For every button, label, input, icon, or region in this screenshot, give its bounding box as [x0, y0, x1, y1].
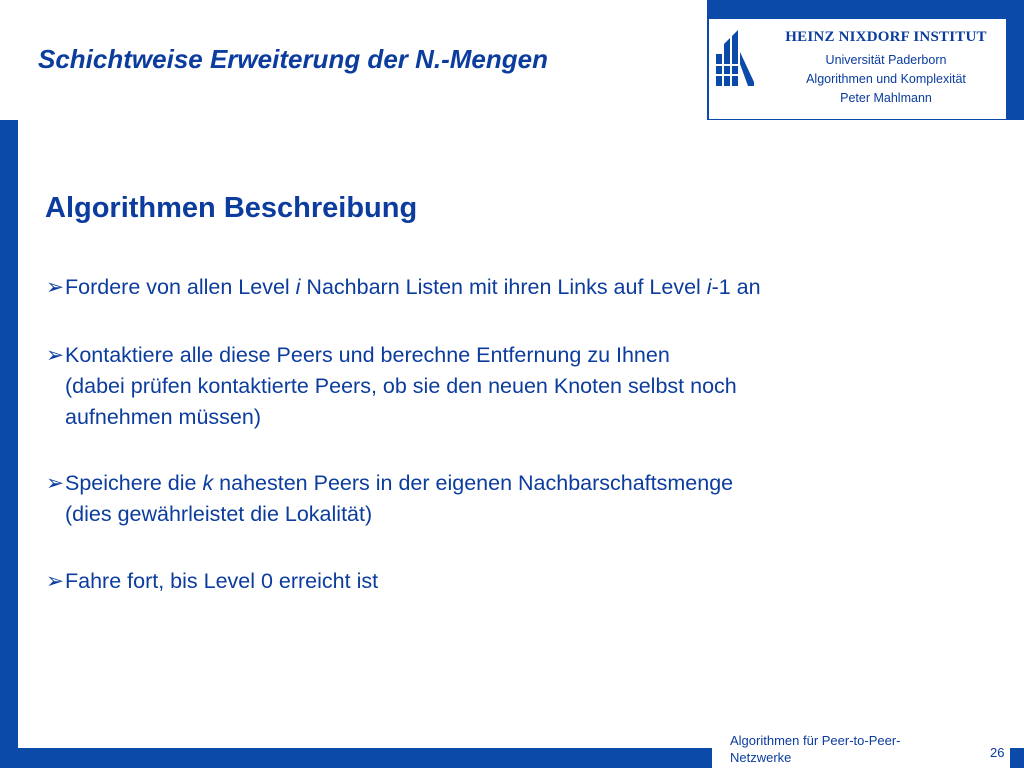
bullet-continuation: (dabei prüfen kontaktierte Peers, ob sie den neuen Knoten selbst noch [65, 374, 737, 398]
author-name: Peter Mahlmann [840, 91, 932, 105]
left-frame-bar [0, 120, 18, 768]
section-heading: Algorithmen Beschreibung [45, 192, 418, 224]
institute-name: HEINZ NIXDORF INSTITUT [785, 29, 987, 45]
variable-i: i [295, 275, 301, 299]
bottom-frame-bar [0, 748, 712, 768]
arrow-bullet-icon: ➢ [46, 343, 65, 367]
bullet-text: Nachbarn Listen mit ihren Links auf Level [300, 275, 707, 299]
bullet-text: -1 an [711, 275, 761, 299]
bullet-item-1 [46, 272, 761, 303]
variable-i: i [706, 275, 712, 299]
university-logo-icon [714, 30, 756, 86]
arrow-bullet-icon: ➢ [46, 471, 65, 495]
bullet-item-3 [46, 468, 733, 530]
arrow-bullet-icon: ➢ [46, 569, 65, 593]
university-name: Universität Paderborn [825, 53, 947, 67]
bullet-continuation: aufnehmen müssen) [65, 405, 261, 429]
bullet-text: Fordere von allen Level [65, 275, 296, 299]
bullet-item-4 [46, 566, 378, 597]
page-number: 26 [990, 745, 1005, 760]
slide-title: Schichtweise Erweiterung der N.-Mengen [38, 44, 548, 74]
footer-course-title: Algorithmen für Peer-to-Peer-Netzwerke [730, 733, 901, 765]
bottom-right-frame-bar [1010, 748, 1024, 768]
variable-k: k [202, 471, 214, 495]
arrow-bullet-icon: ➢ [46, 275, 65, 299]
bullet-text: nahesten Peers in der eigenen Nachbarschaftsmenge [213, 471, 734, 495]
bullet-continuation: (dies gewährleistet die Lokalität) [65, 502, 373, 526]
group-name: Algorithmen und Komplexität [806, 72, 966, 86]
bullet-text: Fahre fort, bis Level 0 erreicht ist [65, 569, 379, 593]
bullet-text: Speichere die [65, 471, 203, 495]
bullet-item-2 [46, 340, 737, 433]
bullet-text: Kontaktiere alle diese Peers und berechne Entfernung zu Ihnen [65, 343, 670, 367]
